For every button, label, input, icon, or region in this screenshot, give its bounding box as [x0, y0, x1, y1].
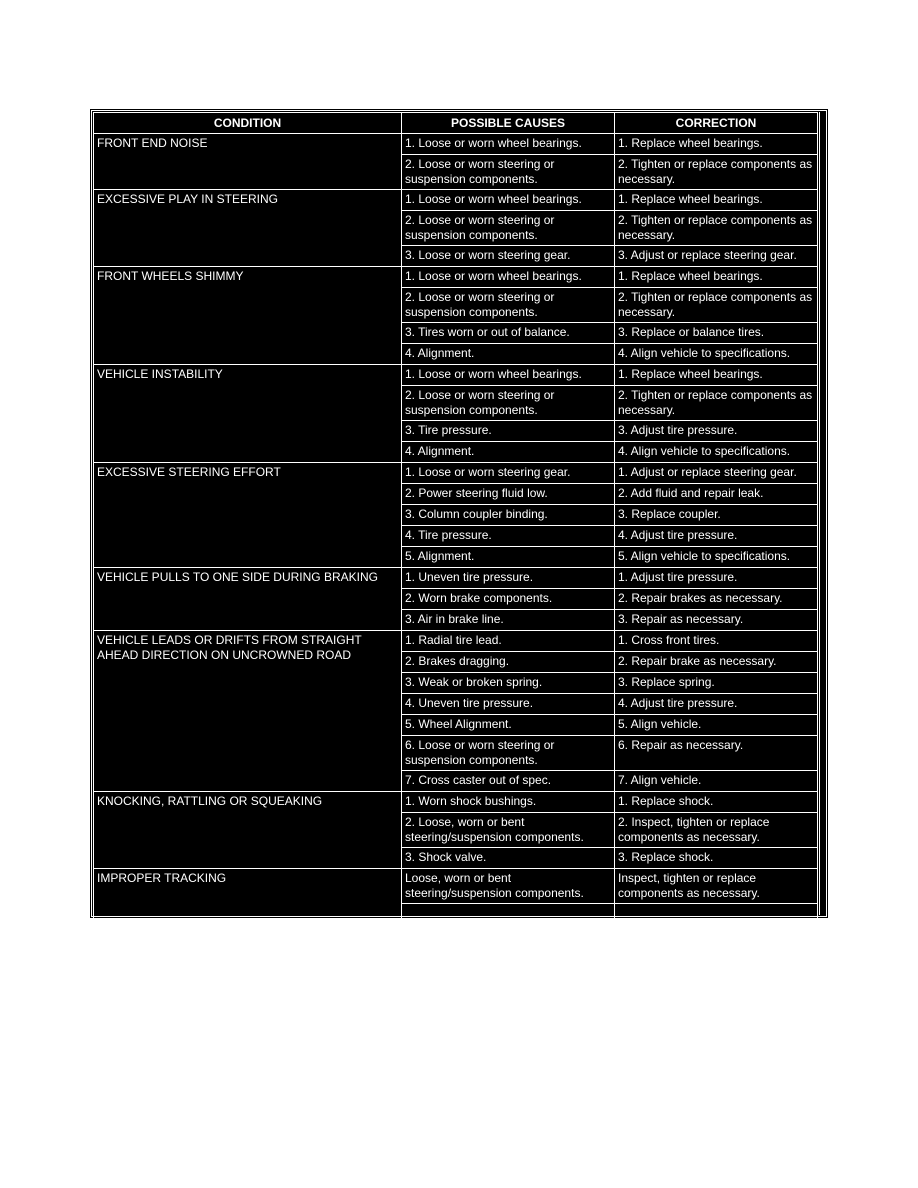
table-body — [94, 134, 818, 927]
table-row — [94, 365, 818, 386]
cause-cell: 3. Air in brake line. — [402, 610, 615, 631]
cause-cell: 2. Loose or worn steering or suspension components. — [402, 155, 615, 190]
cause-cell: 5. Wheel Alignment. — [402, 715, 615, 736]
cause-cell: 3. Shock valve. — [402, 848, 615, 869]
diagnosis-table — [93, 112, 818, 927]
correction-cell: 4. Align vehicle to specifications. — [615, 344, 818, 365]
correction-cell: 2. Tighten or replace components as necessary. — [615, 211, 818, 246]
table-row — [94, 631, 818, 652]
cause-cell: 2. Power steering fluid low. — [402, 484, 615, 505]
header-row — [94, 113, 818, 134]
correction-cell: 3. Adjust tire pressure. — [615, 421, 818, 442]
correction-cell: 2. Tighten or replace components as necessary. — [615, 288, 818, 323]
cause-cell: 2. Loose, worn or bent steering/suspension components. — [402, 813, 615, 848]
header-condition: CONDITION — [94, 113, 402, 134]
correction-cell: 2. Tighten or replace components as necessary. — [615, 155, 818, 190]
cause-cell: 3. Column coupler binding. — [402, 505, 615, 526]
condition-cell: VEHICLE INSTABILITY — [94, 365, 402, 463]
condition-cell: FRONT END NOISE — [94, 134, 402, 190]
cause-cell: 2. Worn brake components. — [402, 589, 615, 610]
right-margin-strip — [819, 112, 826, 915]
correction-cell: 6. Repair as necessary. — [615, 736, 818, 771]
correction-cell: 1. Replace wheel bearings. — [615, 267, 818, 288]
condition-cell: EXCESSIVE STEERING EFFORT — [94, 463, 402, 568]
cause-cell: 3. Tire pressure. — [402, 421, 615, 442]
diagnosis-table-frame — [89, 108, 829, 919]
correction-cell: 2. Add fluid and repair leak. — [615, 484, 818, 505]
cause-cell: 4. Uneven tire pressure. — [402, 694, 615, 715]
condition-cell: EXCESSIVE PLAY IN STEERING — [94, 190, 402, 267]
table-row — [94, 134, 818, 155]
correction-cell: 1. Replace wheel bearings. — [615, 365, 818, 386]
table-row — [94, 792, 818, 813]
correction-cell: 4. Adjust tire pressure. — [615, 694, 818, 715]
cause-cell: 3. Tires worn or out of balance. — [402, 323, 615, 344]
cause-cell: Loose, worn or bent steering/suspension components. — [402, 869, 615, 904]
condition-cell: KNOCKING, RATTLING OR SQUEAKING — [94, 792, 402, 869]
cause-cell — [402, 904, 615, 927]
correction-cell: 3. Replace shock. — [615, 848, 818, 869]
correction-cell: 7. Align vehicle. — [615, 771, 818, 792]
cause-cell: 5. Alignment. — [402, 547, 615, 568]
table-row — [94, 463, 818, 484]
cause-cell: 4. Alignment. — [402, 442, 615, 463]
table-row — [94, 869, 818, 904]
correction-cell: 2. Repair brakes as necessary. — [615, 589, 818, 610]
cause-cell: 3. Loose or worn steering gear. — [402, 246, 615, 267]
correction-cell: 1. Adjust tire pressure. — [615, 568, 818, 589]
cause-cell: 3. Weak or broken spring. — [402, 673, 615, 694]
cause-cell: 6. Loose or worn steering or suspension components. — [402, 736, 615, 771]
condition-cell: IMPROPER TRACKING — [94, 869, 402, 927]
table-row — [94, 568, 818, 589]
correction-cell: 3. Replace or balance tires. — [615, 323, 818, 344]
correction-cell — [615, 904, 818, 927]
correction-cell: 1. Cross front tires. — [615, 631, 818, 652]
cause-cell: 7. Cross caster out of spec. — [402, 771, 615, 792]
cause-cell: 1. Loose or worn wheel bearings. — [402, 190, 615, 211]
correction-cell: Inspect, tighten or replace components as necessary. — [615, 869, 818, 904]
cause-cell: 1. Radial tire lead. — [402, 631, 615, 652]
cause-cell: 1. Loose or worn wheel bearings. — [402, 134, 615, 155]
correction-cell: 1. Replace wheel bearings. — [615, 134, 818, 155]
correction-cell: 3. Replace coupler. — [615, 505, 818, 526]
correction-cell: 4. Adjust tire pressure. — [615, 526, 818, 547]
table-row — [94, 190, 818, 211]
cause-cell: 1. Loose or worn wheel bearings. — [402, 365, 615, 386]
cause-cell: 2. Loose or worn steering or suspension components. — [402, 211, 615, 246]
table-row — [94, 267, 818, 288]
correction-cell: 5. Align vehicle. — [615, 715, 818, 736]
cause-cell: 2. Brakes dragging. — [402, 652, 615, 673]
cause-cell: 2. Loose or worn steering or suspension components. — [402, 386, 615, 421]
cause-cell: 4. Tire pressure. — [402, 526, 615, 547]
correction-cell: 1. Replace wheel bearings. — [615, 190, 818, 211]
cause-cell: 4. Alignment. — [402, 344, 615, 365]
correction-cell: 1. Replace shock. — [615, 792, 818, 813]
cause-cell: 1. Loose or worn wheel bearings. — [402, 267, 615, 288]
header-possible-causes: POSSIBLE CAUSES — [402, 113, 615, 134]
cause-cell: 1. Uneven tire pressure. — [402, 568, 615, 589]
correction-cell: 1. Adjust or replace steering gear. — [615, 463, 818, 484]
correction-cell: 4. Align vehicle to specifications. — [615, 442, 818, 463]
header-correction: CORRECTION — [615, 113, 818, 134]
cause-cell: 1. Worn shock bushings. — [402, 792, 615, 813]
correction-cell: 3. Replace spring. — [615, 673, 818, 694]
condition-cell: FRONT WHEELS SHIMMY — [94, 267, 402, 365]
correction-cell: 2. Inspect, tighten or replace components as necessary. — [615, 813, 818, 848]
cause-cell: 2. Loose or worn steering or suspension components. — [402, 288, 615, 323]
correction-cell: 2. Tighten or replace components as necessary. — [615, 386, 818, 421]
correction-cell: 3. Repair as necessary. — [615, 610, 818, 631]
correction-cell: 5. Align vehicle to specifications. — [615, 547, 818, 568]
condition-cell: VEHICLE PULLS TO ONE SIDE DURING BRAKING — [94, 568, 402, 631]
correction-cell: 2. Repair brake as necessary. — [615, 652, 818, 673]
correction-cell: 3. Adjust or replace steering gear. — [615, 246, 818, 267]
condition-cell: VEHICLE LEADS OR DRIFTS FROM STRAIGHT AHEAD DIRECTION ON UNCROWNED ROAD — [94, 631, 402, 792]
cause-cell: 1. Loose or worn steering gear. — [402, 463, 615, 484]
